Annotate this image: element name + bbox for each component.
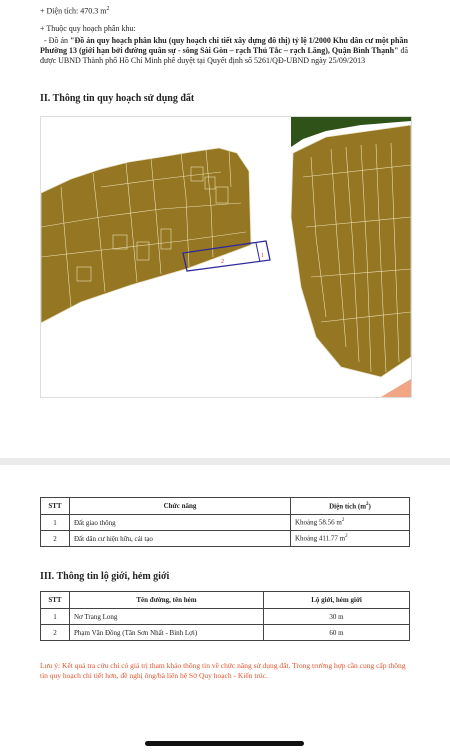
- area-line: + Diện tích: 470.3 $m^2$: [40, 6, 110, 16]
- zoning-label: + Thuộc quy hoạch phân khu:: [40, 24, 136, 33]
- col-stt: STT: [41, 592, 70, 609]
- col-road-width: Lộ giới, hẻm giới: [264, 592, 410, 609]
- zoning-map[interactable]: [40, 116, 412, 398]
- row-function: Đất dân cư hiện hữu, cải tạo: [70, 531, 291, 547]
- zoning-map-svg: [41, 117, 411, 397]
- parcel-divider: [256, 243, 260, 262]
- road-table-header: [41, 592, 410, 609]
- residential-zone-right: [291, 125, 411, 377]
- row-stt: 2: [41, 625, 70, 641]
- row-stt: 2: [41, 531, 70, 547]
- section-3-title: III. Thông tin lộ giới, hẻm giới: [40, 571, 170, 582]
- land-use-table: [40, 497, 410, 547]
- table-row: [41, 609, 410, 625]
- document-page-2: [0, 465, 450, 754]
- home-indicator[interactable]: [145, 741, 304, 746]
- col-area: Diện tích $(m^2)$: [291, 498, 410, 515]
- row-road-width: 30 m: [264, 609, 410, 625]
- row-area: Khoảng 411.77 $m^2$: [291, 531, 410, 547]
- col-road-name: Tên đường, tên hẻm: [70, 592, 264, 609]
- land-use-table-header: [41, 498, 410, 515]
- row-road-name: Nơ Trang Long: [70, 609, 264, 625]
- row-area: Khoảng 58.56 $m^2$: [291, 515, 410, 531]
- pink-zone: [381, 379, 411, 397]
- row-stt: 1: [41, 609, 70, 625]
- row-function: Đất giao thông: [70, 515, 291, 531]
- row-road-name: Phạm Văn Đồng (Tân Sơn Nhất - Bình Lợi): [70, 625, 264, 641]
- plan-description: - Đồ án "Đồ án quy hoạch phân khu (quy hoạch chi tiết xây dựng đô thị) tỷ lệ 1/2000 Khu dân cư một phần Phường 13 (giới hạn bởi đường quân sự - sông Sài Gòn – rạch Thủ Tắc – rạch Lăng), Quận Bình Thạnh" đã được UBND Thành phố Hồ Chí Minh phê duyệt tại Quyết định số 5261/QĐ-UBND ngày 25/09/2013: [40, 36, 409, 65]
- road-width-table: [40, 591, 410, 641]
- section-2-title: II. Thông tin quy hoạch sử dụng đất: [40, 93, 195, 104]
- row-road-width: 60 m: [264, 625, 410, 641]
- parcel-label-2: 2: [221, 259, 224, 265]
- parcel-label-1: 1: [261, 253, 264, 259]
- col-function: Chức năng: [70, 498, 291, 515]
- table-row: [41, 625, 410, 641]
- table-row: [41, 515, 410, 531]
- table-row: [41, 531, 410, 547]
- disclaimer-note: Lưu ý: Kết quả tra cứu chỉ có giá trị tham khảo thông tin về chức năng sử dụng đất. Trong trường hợp cần cung cấp thông tin quy hoạch chi tiết hơn, đề nghị ông/bà liên hệ Sở Quy hoạch - Kiến trúc.: [40, 661, 406, 680]
- col-stt: STT: [41, 498, 70, 515]
- row-stt: 1: [41, 515, 70, 531]
